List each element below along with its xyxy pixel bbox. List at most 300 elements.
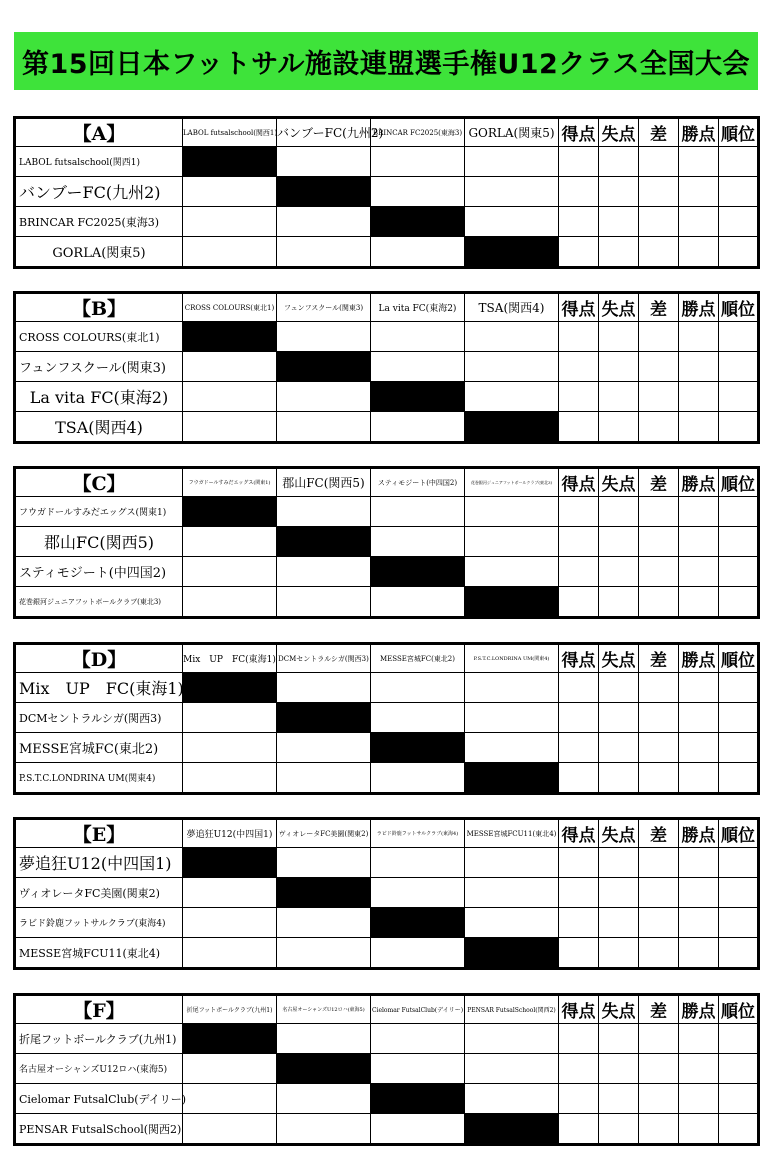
stat-cell [719, 557, 759, 587]
team-row [15, 587, 759, 618]
self-match-cell [371, 557, 465, 587]
group-label: 【C】 [15, 468, 183, 497]
result-cell [277, 412, 371, 443]
result-cell [183, 412, 277, 443]
result-cell [371, 237, 465, 268]
opponent-header: PENSAR FutsalSchool(関西2) [465, 995, 559, 1024]
opponent-header: スティモジート(中四国2) [371, 468, 465, 497]
stat-cell [639, 177, 679, 207]
stat-cell [719, 848, 759, 878]
stat-cell [639, 207, 679, 237]
team-row [15, 1054, 759, 1084]
result-cell [183, 733, 277, 763]
points-header: 勝点 [679, 118, 719, 147]
rank-header: 順位 [719, 468, 759, 497]
stat-cell [599, 673, 639, 703]
group-label: 【E】 [15, 819, 183, 848]
stat-cell [639, 382, 679, 412]
result-cell [183, 587, 277, 618]
group-label: 【B】 [15, 293, 183, 322]
result-cell [371, 848, 465, 878]
tournament-title-banner [14, 32, 758, 90]
team-name: TSA(関西4) [15, 412, 183, 443]
team-row [15, 177, 759, 207]
self-match-cell [371, 733, 465, 763]
stat-cell [719, 703, 759, 733]
stat-cell [719, 1054, 759, 1084]
self-match-cell [371, 908, 465, 938]
stat-cell [559, 1114, 599, 1145]
team-row [15, 412, 759, 443]
stat-cell [719, 412, 759, 443]
goals-against-header: 失点 [599, 118, 639, 147]
header-row [15, 468, 759, 497]
result-cell [183, 352, 277, 382]
stat-cell [559, 587, 599, 618]
self-match-cell [277, 1054, 371, 1084]
stat-cell [639, 673, 679, 703]
result-cell [277, 763, 371, 794]
team-name: BRINCAR FC2025(東海3) [15, 207, 183, 237]
stat-cell [639, 237, 679, 268]
team-name: 花巻銀河ジュニアフットボールクラブ(東北3) [15, 587, 183, 618]
result-cell [465, 1054, 559, 1084]
goals-against-header: 失点 [599, 644, 639, 673]
stat-cell [639, 848, 679, 878]
league-table [13, 993, 760, 1146]
result-cell [465, 703, 559, 733]
group-e [13, 817, 757, 970]
stat-cell [599, 908, 639, 938]
opponent-header: CROSS COLOURS(東北1) [183, 293, 277, 322]
stat-cell [719, 733, 759, 763]
self-match-cell [183, 147, 277, 177]
team-name: 夢追狂U12(中四国1) [15, 848, 183, 878]
stat-cell [719, 673, 759, 703]
result-cell [183, 938, 277, 969]
result-cell [277, 908, 371, 938]
stat-cell [719, 1084, 759, 1114]
stat-cell [559, 703, 599, 733]
opponent-header: 名古屋オーシャンズU12ロハ(東海5) [277, 995, 371, 1024]
group-d [13, 642, 757, 795]
self-match-cell [277, 177, 371, 207]
stat-cell [599, 848, 639, 878]
goal-difference-header: 差 [639, 644, 679, 673]
stat-cell [599, 703, 639, 733]
result-cell [371, 147, 465, 177]
result-cell [277, 938, 371, 969]
team-row [15, 703, 759, 733]
stat-cell [679, 497, 719, 527]
stat-cell [559, 497, 599, 527]
self-match-cell [465, 763, 559, 794]
stat-cell [599, 207, 639, 237]
team-row [15, 557, 759, 587]
stat-cell [559, 733, 599, 763]
stat-cell [559, 207, 599, 237]
opponent-header: 花巻銀河ジュニアフットボールクラブ(東北3) [465, 468, 559, 497]
stat-cell [679, 147, 719, 177]
result-cell [465, 147, 559, 177]
team-row [15, 1084, 759, 1114]
stat-cell [599, 733, 639, 763]
team-row [15, 1024, 759, 1054]
result-cell [183, 207, 277, 237]
stat-cell [679, 352, 719, 382]
stat-cell [599, 938, 639, 969]
stat-cell [639, 1114, 679, 1145]
stat-cell [719, 1024, 759, 1054]
self-match-cell [465, 237, 559, 268]
stat-cell [639, 352, 679, 382]
result-cell [277, 733, 371, 763]
team-row [15, 763, 759, 794]
stat-cell [719, 147, 759, 177]
stat-cell [639, 908, 679, 938]
result-cell [277, 382, 371, 412]
group-label: 【F】 [15, 995, 183, 1024]
result-cell [183, 177, 277, 207]
self-match-cell [371, 1084, 465, 1114]
stat-cell [679, 322, 719, 352]
stat-cell [679, 1084, 719, 1114]
header-row [15, 293, 759, 322]
stat-cell [599, 382, 639, 412]
opponent-header: 夢追狂U12(中四国1) [183, 819, 277, 848]
rank-header: 順位 [719, 995, 759, 1024]
stat-cell [639, 557, 679, 587]
stat-cell [679, 1114, 719, 1145]
opponent-header: DCMセントラルシガ(関西3) [277, 644, 371, 673]
goals-for-header: 得点 [559, 995, 599, 1024]
goals-against-header: 失点 [599, 995, 639, 1024]
stat-cell [679, 763, 719, 794]
team-row [15, 878, 759, 908]
result-cell [277, 147, 371, 177]
stat-cell [679, 848, 719, 878]
stat-cell [599, 587, 639, 618]
result-cell [371, 587, 465, 618]
team-row [15, 673, 759, 703]
stat-cell [679, 587, 719, 618]
result-cell [277, 587, 371, 618]
team-name: ヴィオレータFC美園(関東2) [15, 878, 183, 908]
stat-cell [599, 763, 639, 794]
stat-cell [599, 497, 639, 527]
rank-header: 順位 [719, 118, 759, 147]
tournament-title: 第15回日本フットサル施設連盟選手権U12クラス全国大会 [21, 48, 751, 80]
self-match-cell [277, 878, 371, 908]
result-cell [465, 733, 559, 763]
result-cell [465, 1024, 559, 1054]
stat-cell [639, 322, 679, 352]
stat-cell [719, 322, 759, 352]
rank-header: 順位 [719, 293, 759, 322]
team-name: フウガドールすみだエッグス(関東1) [15, 497, 183, 527]
result-cell [277, 1084, 371, 1114]
self-match-cell [183, 1024, 277, 1054]
stat-cell [639, 763, 679, 794]
self-match-cell [371, 382, 465, 412]
result-cell [371, 352, 465, 382]
stat-cell [639, 497, 679, 527]
goal-difference-header: 差 [639, 995, 679, 1024]
stat-cell [559, 382, 599, 412]
stat-cell [679, 382, 719, 412]
self-match-cell [183, 322, 277, 352]
result-cell [277, 237, 371, 268]
result-cell [183, 557, 277, 587]
stat-cell [559, 673, 599, 703]
stat-cell [559, 1024, 599, 1054]
stat-cell [559, 177, 599, 207]
result-cell [371, 673, 465, 703]
result-cell [183, 527, 277, 557]
team-name: ラビド鈴鹿フットサルクラブ(東海4) [15, 908, 183, 938]
header-row [15, 995, 759, 1024]
goals-for-header: 得点 [559, 293, 599, 322]
result-cell [371, 703, 465, 733]
team-name: 郡山FC(関西5) [15, 527, 183, 557]
result-cell [277, 497, 371, 527]
result-cell [465, 497, 559, 527]
team-name: フュンフスクール(関東3) [15, 352, 183, 382]
team-name: La vita FC(東海2) [15, 382, 183, 412]
stat-cell [559, 412, 599, 443]
team-name: LABOL futsalschool(関西1) [15, 147, 183, 177]
result-cell [371, 412, 465, 443]
group-label: 【A】 [15, 118, 183, 147]
self-match-cell [277, 352, 371, 382]
team-row [15, 352, 759, 382]
self-match-cell [465, 587, 559, 618]
self-match-cell [465, 1114, 559, 1145]
self-match-cell [371, 207, 465, 237]
result-cell [277, 322, 371, 352]
stat-cell [559, 557, 599, 587]
stat-cell [679, 1024, 719, 1054]
rank-header: 順位 [719, 819, 759, 848]
team-row [15, 237, 759, 268]
self-match-cell [183, 497, 277, 527]
result-cell [371, 938, 465, 969]
stat-cell [599, 527, 639, 557]
result-cell [277, 557, 371, 587]
stat-cell [559, 237, 599, 268]
team-name: 折尾フットボールクラブ(九州1) [15, 1024, 183, 1054]
team-name: PENSAR FutsalSchool(関西2) [15, 1114, 183, 1145]
stat-cell [639, 527, 679, 557]
stat-cell [679, 673, 719, 703]
team-row [15, 322, 759, 352]
result-cell [183, 908, 277, 938]
self-match-cell [277, 703, 371, 733]
team-row [15, 527, 759, 557]
opponent-header: ラビド鈴鹿フットサルクラブ(東海4) [371, 819, 465, 848]
league-table [13, 116, 760, 269]
result-cell [465, 177, 559, 207]
result-cell [183, 1084, 277, 1114]
stat-cell [559, 527, 599, 557]
result-cell [465, 848, 559, 878]
stat-cell [719, 938, 759, 969]
team-name: P.S.T.C.LONDRINA UM(関東4) [15, 763, 183, 794]
opponent-header: LABOL futsalschool(関西1) [183, 118, 277, 147]
opponent-header: Mix UP FC(東海1) [183, 644, 277, 673]
opponent-header: バンブーFC(九州2) [277, 118, 371, 147]
stat-cell [639, 1084, 679, 1114]
result-cell [465, 207, 559, 237]
team-name: バンブーFC(九州2) [15, 177, 183, 207]
group-label: 【D】 [15, 644, 183, 673]
stat-cell [719, 587, 759, 618]
stat-cell [639, 938, 679, 969]
stat-cell [599, 177, 639, 207]
points-header: 勝点 [679, 293, 719, 322]
goals-against-header: 失点 [599, 819, 639, 848]
result-cell [465, 382, 559, 412]
stat-cell [559, 763, 599, 794]
league-table [13, 466, 760, 619]
stat-cell [719, 1114, 759, 1145]
self-match-cell [183, 673, 277, 703]
stat-cell [599, 237, 639, 268]
stat-cell [679, 908, 719, 938]
result-cell [183, 763, 277, 794]
goals-for-header: 得点 [559, 118, 599, 147]
result-cell [277, 673, 371, 703]
team-name: MESSE宮城FC(東北2) [15, 733, 183, 763]
opponent-header: フュンフスクール(関東3) [277, 293, 371, 322]
team-row [15, 908, 759, 938]
team-name: CROSS COLOURS(東北1) [15, 322, 183, 352]
stat-cell [679, 1054, 719, 1084]
result-cell [371, 177, 465, 207]
team-name: 名古屋オーシャンズU12ロハ(東海5) [15, 1054, 183, 1084]
opponent-header: MESSE宮城FCU11(東北4) [465, 819, 559, 848]
result-cell [277, 848, 371, 878]
header-row [15, 819, 759, 848]
team-row [15, 1114, 759, 1145]
stat-cell [719, 382, 759, 412]
header-row [15, 644, 759, 673]
stat-cell [599, 878, 639, 908]
league-table [13, 642, 760, 795]
goals-for-header: 得点 [559, 819, 599, 848]
result-cell [371, 763, 465, 794]
result-cell [371, 497, 465, 527]
stat-cell [599, 1114, 639, 1145]
stat-cell [679, 237, 719, 268]
stat-cell [599, 1084, 639, 1114]
opponent-header: フウガドールすみだエッグス(関東1) [183, 468, 277, 497]
result-cell [277, 1024, 371, 1054]
team-row [15, 848, 759, 878]
goal-difference-header: 差 [639, 118, 679, 147]
stat-cell [599, 147, 639, 177]
result-cell [465, 1084, 559, 1114]
result-cell [465, 527, 559, 557]
group-a [13, 116, 757, 269]
result-cell [183, 237, 277, 268]
team-row [15, 733, 759, 763]
opponent-header: MESSE宮城FC(東北2) [371, 644, 465, 673]
stat-cell [679, 557, 719, 587]
stat-cell [679, 207, 719, 237]
stat-cell [679, 177, 719, 207]
opponent-header: TSA(関西4) [465, 293, 559, 322]
result-cell [465, 878, 559, 908]
goals-for-header: 得点 [559, 468, 599, 497]
team-name: MESSE宮城FCU11(東北4) [15, 938, 183, 969]
stat-cell [719, 908, 759, 938]
self-match-cell [183, 848, 277, 878]
stat-cell [599, 322, 639, 352]
opponent-header: BRINCAR FC2025(東海3) [371, 118, 465, 147]
team-name: Mix UP FC(東海1) [15, 673, 183, 703]
stat-cell [679, 703, 719, 733]
stat-cell [559, 1084, 599, 1114]
stat-cell [639, 147, 679, 177]
result-cell [465, 557, 559, 587]
stat-cell [719, 177, 759, 207]
result-cell [465, 908, 559, 938]
stat-cell [639, 412, 679, 443]
stat-cell [679, 878, 719, 908]
result-cell [465, 673, 559, 703]
points-header: 勝点 [679, 468, 719, 497]
stat-cell [639, 733, 679, 763]
team-name: Cielomar FutsalClub(デイリー) [15, 1084, 183, 1114]
goals-against-header: 失点 [599, 293, 639, 322]
result-cell [465, 352, 559, 382]
result-cell [277, 207, 371, 237]
stat-cell [599, 1054, 639, 1084]
league-table [13, 817, 760, 970]
points-header: 勝点 [679, 819, 719, 848]
stat-cell [719, 763, 759, 794]
result-cell [371, 1024, 465, 1054]
stat-cell [719, 878, 759, 908]
opponent-header: 折尾フットボールクラブ(九州1) [183, 995, 277, 1024]
team-name: GORLA(関東5) [15, 237, 183, 268]
result-cell [183, 382, 277, 412]
result-cell [465, 322, 559, 352]
team-row [15, 207, 759, 237]
stat-cell [559, 1054, 599, 1084]
stat-cell [599, 557, 639, 587]
opponent-header: ヴィオレータFC美園(関東2) [277, 819, 371, 848]
self-match-cell [465, 412, 559, 443]
stat-cell [719, 527, 759, 557]
stat-cell [719, 237, 759, 268]
stat-cell [639, 1024, 679, 1054]
stat-cell [559, 878, 599, 908]
opponent-header: 郡山FC(関西5) [277, 468, 371, 497]
result-cell [371, 1114, 465, 1145]
result-cell [183, 878, 277, 908]
group-b [13, 291, 757, 444]
team-row [15, 938, 759, 969]
team-name: DCMセントラルシガ(関西3) [15, 703, 183, 733]
stat-cell [719, 207, 759, 237]
stat-cell [679, 938, 719, 969]
stat-cell [559, 908, 599, 938]
points-header: 勝点 [679, 644, 719, 673]
opponent-header: P.S.T.C.LONDRINA UM(関東4) [465, 644, 559, 673]
opponent-header: GORLA(関東5) [465, 118, 559, 147]
